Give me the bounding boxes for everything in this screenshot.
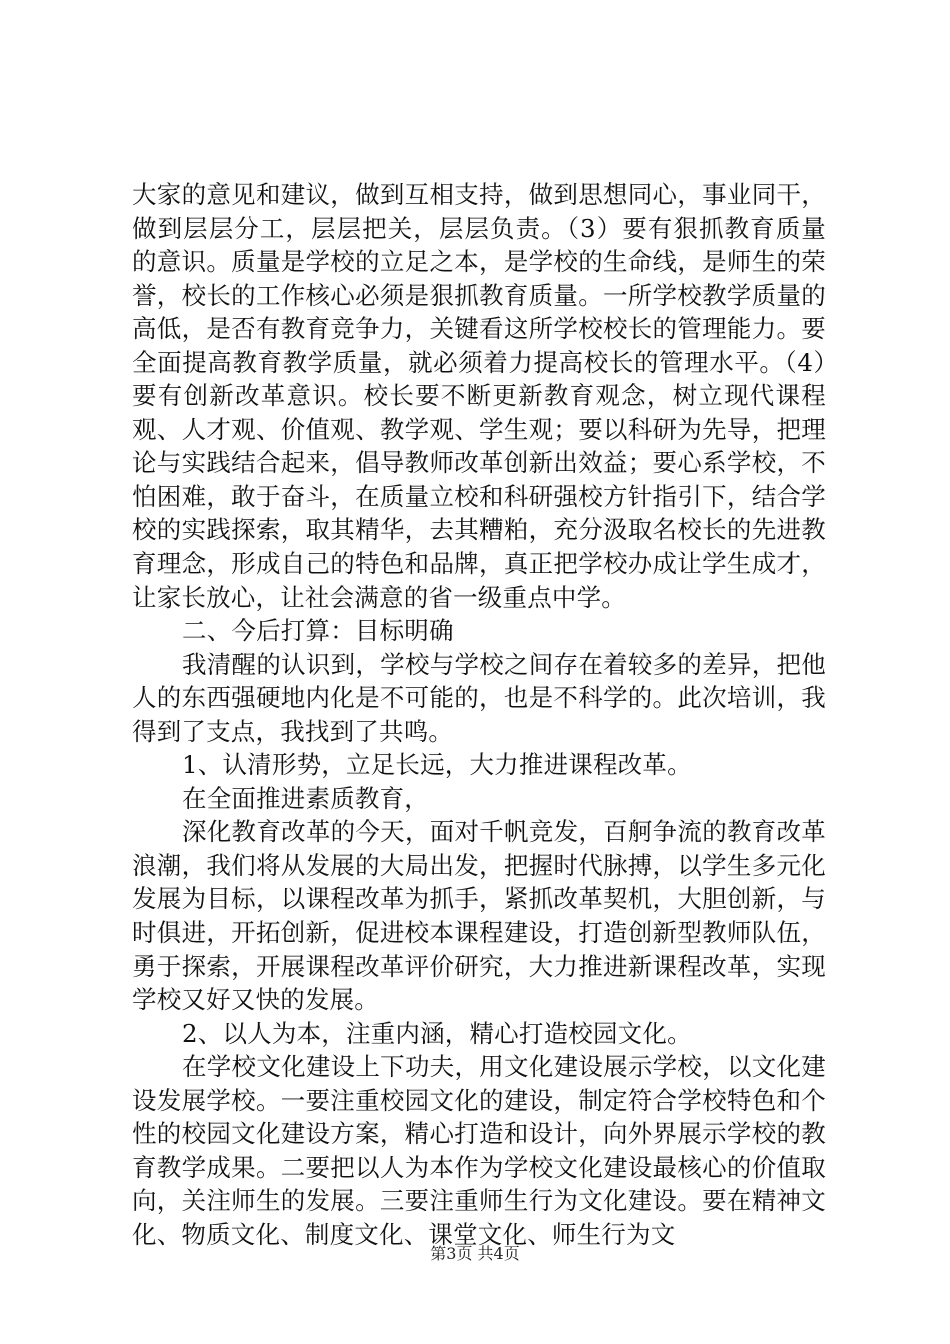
document-body bbox=[132, 178, 826, 1252]
page-number: 第3页 共4页 bbox=[430, 1244, 520, 1263]
paragraph-2: 我清醒的认识到，学校与学校之间存在着较多的差异，把他人的东西强硬地内化是不可能的，也是不科学的。此次培训，我得到了支点，我找到了共鸣。 bbox=[132, 649, 826, 746]
subheading-2: 2、以人为本，注重内涵，精心打造校园文化。 bbox=[182, 1018, 692, 1048]
paragraph-5: 在学校文化建设上下功夫，用文化建设展示学校，以文化建设发展学校。一要注重校园文化的建设，制定符合学校特色和个性的校园文化建设方案，精心打造和设计，向外界展示学校的教育教学成果。二要把以人为本作为学校文化建设最核心的价值取向，关注师生的发展。三要注重师生行为文化建设。要在精神文化、物质文化、制度文化、课堂文化、师生行为文 bbox=[132, 1052, 826, 1249]
paragraph-3: 在全面推进素质教育， bbox=[182, 783, 429, 813]
section-heading-future-plans: 二、今后打算：目标明确 bbox=[182, 616, 454, 646]
paragraph-4: 深化教育改革的今天，面对千帆竞发，百舸争流的教育改革浪潮，我们将从发展的大局出发，把握时代脉搏，以学生多元化发展为目标，以课程改革为抓手，紧抓改革契机，大胆创新，与时俱进，开拓创新，促进校本课程建设，打造创新型教师队伍，勇于探索，开展课程改革评价研究，大力推进新课程改革，实现学校又好又快的发展。 bbox=[132, 817, 826, 1015]
paragraph-1: 大家的意见和建议，做到互相支持，做到思想同心，事业同干，做到层层分工，层层把关，层层负责。（3）要有狠抓教育质量的意识。质量是学校的立足之本，是学校的生命线，是师生的荣誉，校长的工作核心必须是狠抓教育质量。一所学校教学质量的高低，是否有教育竞争力，关键看这所学校校长的管理能力。要全面提高教育教学质量，就必须着力提高校长的管理水平。（4）要有创新改革意识。校长要不断更新教育观念，树立现代课程观、人才观、价值观、教学观、学生观；要以科研为先导，把理论与实践结合起来，倡导教师改革创新出效益；要心系学校，不怕困难，敢于奋斗，在质量立校和科研强校方针指引下，结合学校的实践探索，取其精华，去其糟粕，充分汲取名校长的先进教育理念，形成自己的特色和品牌，真正把学校办成让学生成才，让家长放心，让社会满意的省一级重点中学。 bbox=[132, 180, 826, 612]
subheading-1: 1、认清形势，立足长远，大力推进课程改革。 bbox=[182, 750, 692, 780]
